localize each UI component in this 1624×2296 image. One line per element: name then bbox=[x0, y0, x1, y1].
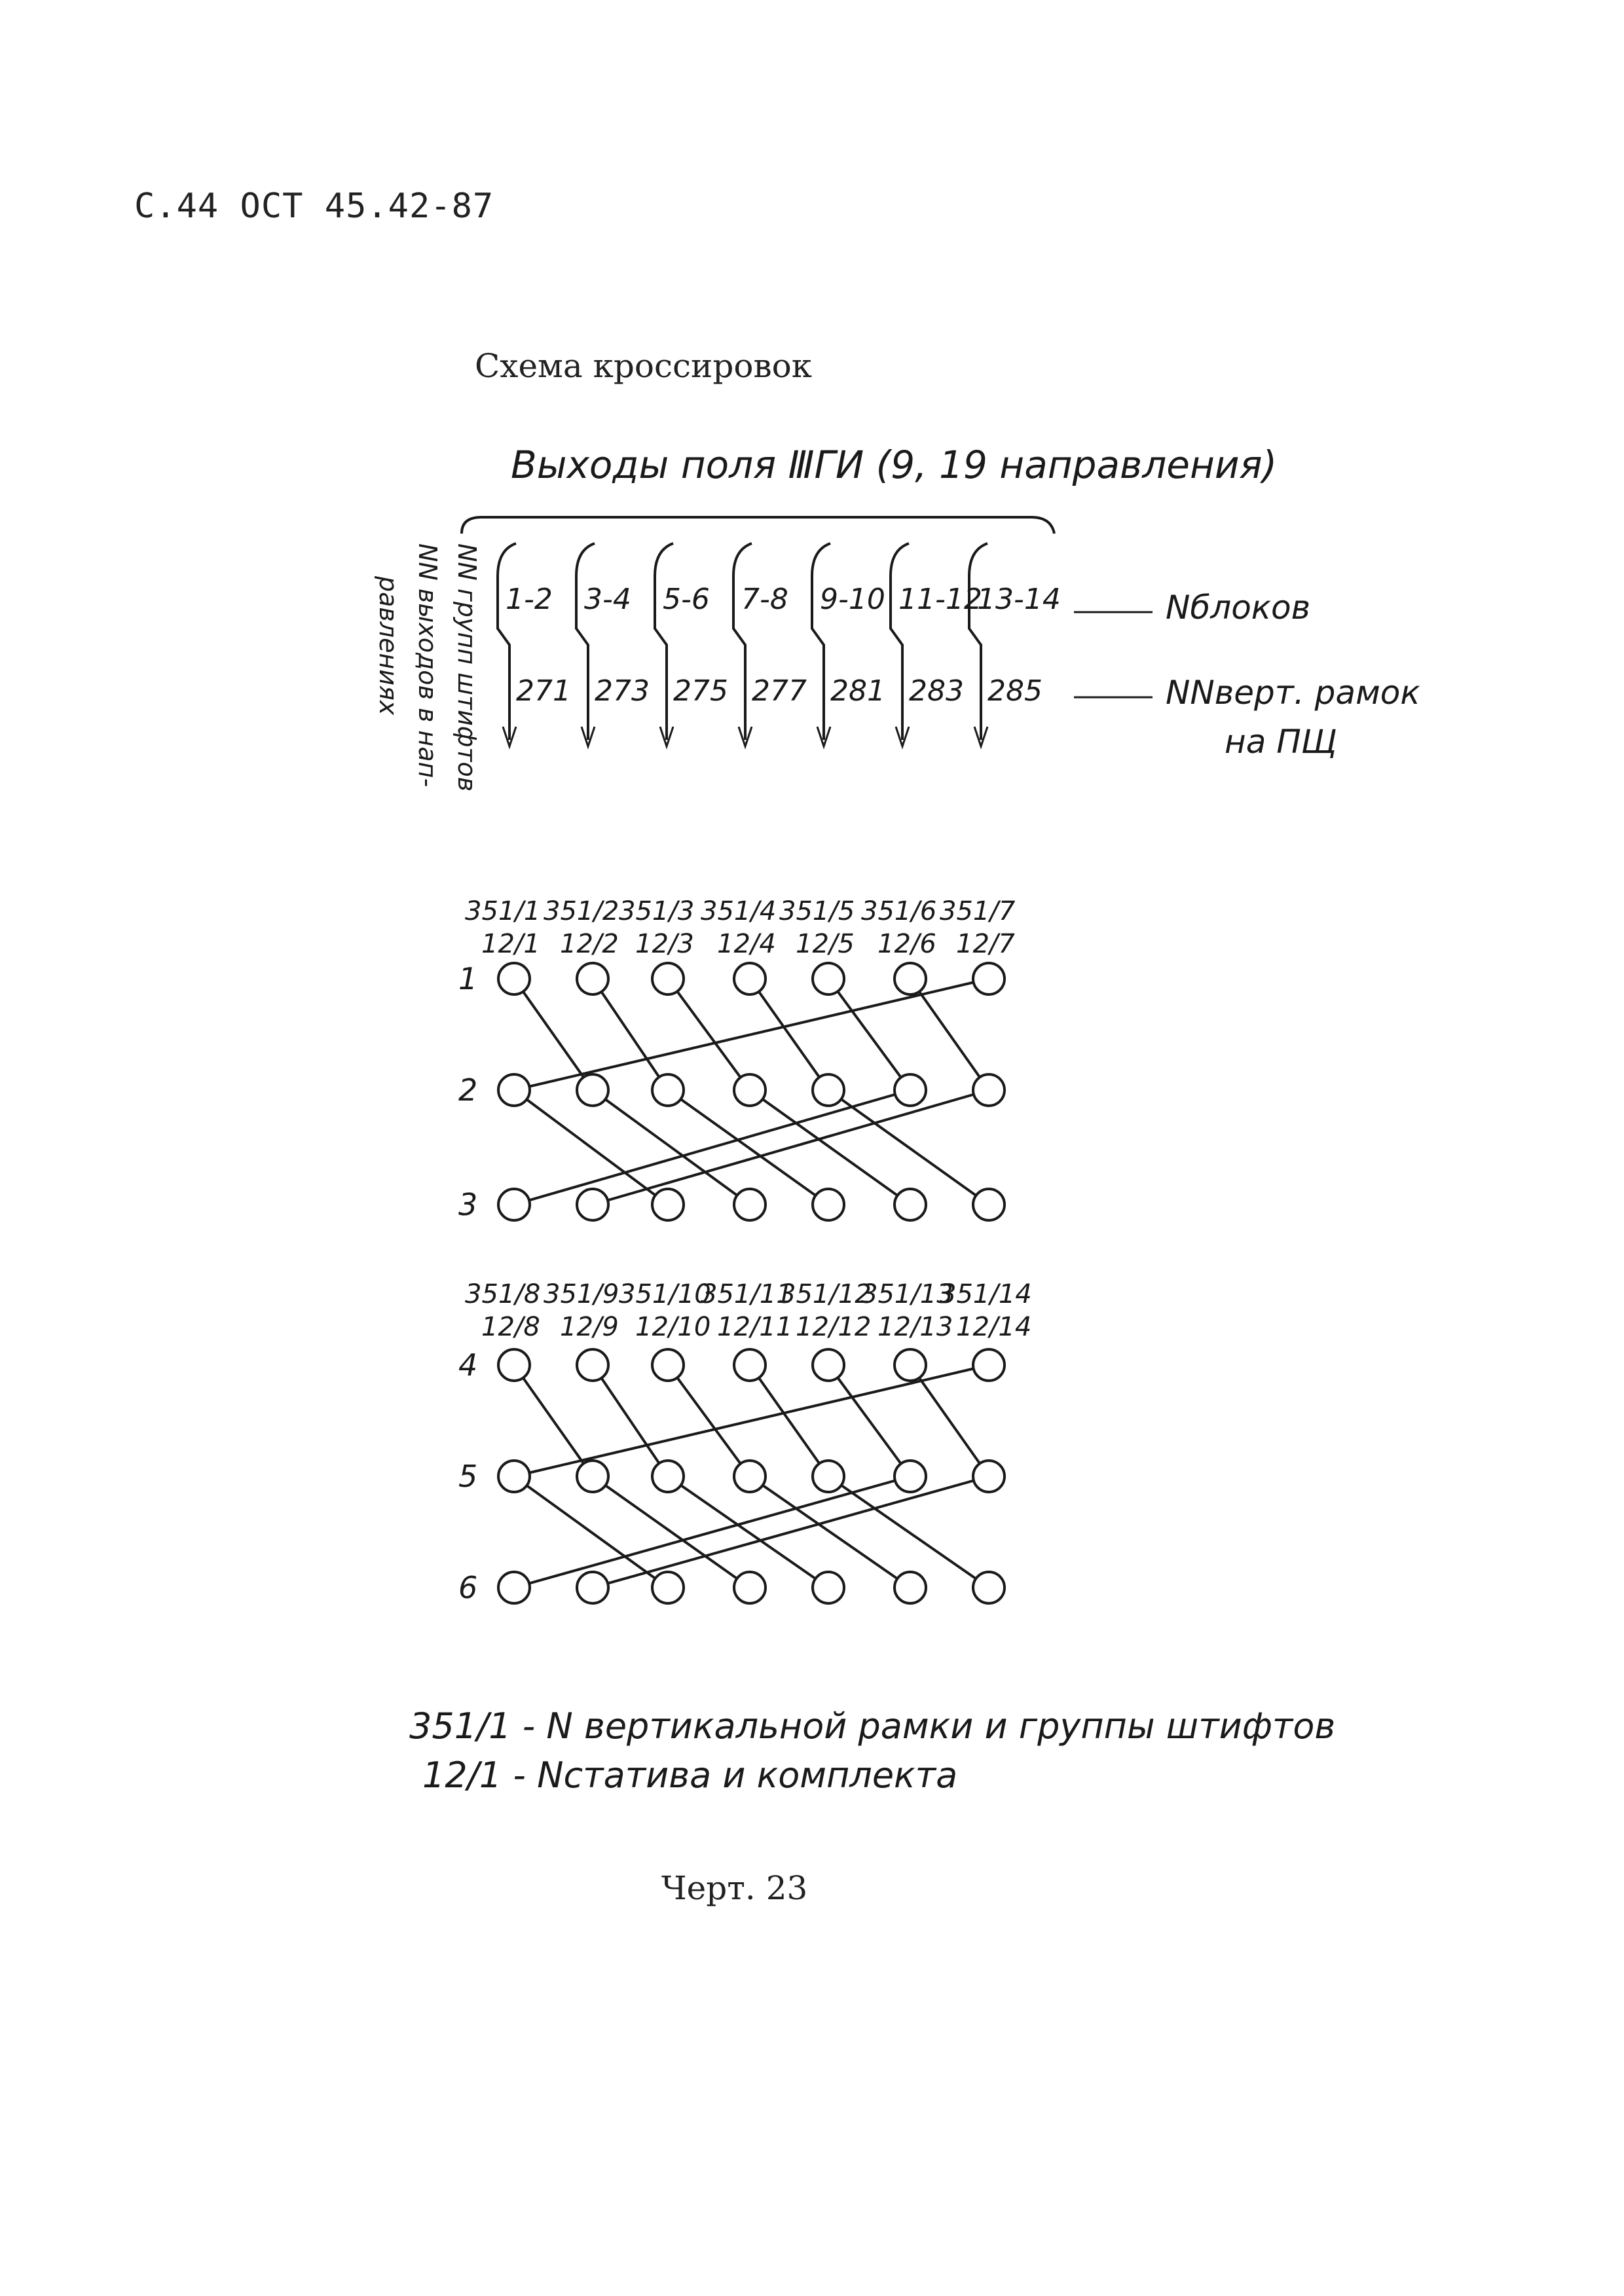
rack-set-label: 12/6 bbox=[877, 929, 936, 959]
frame-label: 283 bbox=[909, 674, 964, 708]
pin-node bbox=[577, 1461, 608, 1492]
cross-wire bbox=[750, 979, 828, 1090]
row-label: 1 bbox=[458, 961, 478, 996]
top-brace bbox=[462, 517, 1054, 534]
frame-group-label: 351/2 bbox=[544, 896, 619, 926]
rack-set-label: 12/8 bbox=[481, 1312, 540, 1342]
pin-node bbox=[498, 1074, 530, 1106]
pin-node bbox=[734, 1349, 766, 1381]
frame-group-label: 351/7 bbox=[940, 896, 1016, 926]
pin-node bbox=[973, 1074, 1005, 1106]
rack-set-label: 12/5 bbox=[796, 929, 855, 959]
frame-group-label: 351/12 bbox=[779, 1279, 872, 1309]
frame-group-label: 351/8 bbox=[465, 1279, 541, 1309]
frame-label: 275 bbox=[673, 674, 728, 708]
rack-set-label: 12/7 bbox=[956, 929, 1015, 959]
rack-set-label: 12/2 bbox=[560, 929, 619, 959]
frame-group-label: 351/1 bbox=[465, 896, 541, 926]
frame-group-label: 351/13 bbox=[861, 1279, 953, 1309]
pin-node bbox=[734, 1461, 766, 1492]
page-header: С.44 ОСТ 45.42-87 bbox=[134, 187, 494, 226]
pin-node bbox=[652, 1074, 684, 1106]
cross-wire bbox=[750, 1090, 910, 1205]
frame-label: 273 bbox=[595, 674, 650, 708]
row-label: 3 bbox=[458, 1187, 478, 1222]
pin-node bbox=[813, 1461, 844, 1492]
pin-node bbox=[813, 1572, 844, 1603]
diagram-title: Схема кроссировок bbox=[475, 347, 812, 385]
cross-wire bbox=[668, 979, 750, 1090]
rack-set-label: 12/13 bbox=[877, 1312, 953, 1342]
pin-node bbox=[577, 1349, 608, 1381]
blocks-note: Nблоков bbox=[1166, 589, 1311, 627]
row-label: 6 bbox=[458, 1570, 478, 1605]
pin-node bbox=[734, 1572, 766, 1603]
pin-node bbox=[813, 1074, 844, 1106]
block-bracket bbox=[969, 543, 987, 740]
blocks-area bbox=[498, 543, 1061, 746]
pin-group-1 bbox=[458, 896, 1016, 1222]
frame-group-label: 351/6 bbox=[861, 896, 937, 926]
pin-node bbox=[813, 1349, 844, 1381]
frames-note-1: NNверт. рамок bbox=[1166, 674, 1420, 712]
pin-group-2 bbox=[458, 1279, 1032, 1605]
pin-node bbox=[895, 1074, 926, 1106]
frame-group-label: 351/4 bbox=[701, 896, 777, 926]
pin-node bbox=[577, 1572, 608, 1603]
left-label-directions: равлениях bbox=[374, 576, 403, 716]
block-label: 13-14 bbox=[977, 583, 1061, 616]
pin-node bbox=[652, 1572, 684, 1603]
pin-node bbox=[813, 963, 844, 994]
cross-wire bbox=[514, 1090, 910, 1205]
pin-node bbox=[895, 1349, 926, 1381]
pin-node bbox=[895, 1572, 926, 1603]
block-bracket bbox=[891, 543, 909, 740]
cross-wire bbox=[668, 1365, 750, 1476]
rack-set-label: 12/9 bbox=[560, 1312, 619, 1342]
frame-group-label: 351/5 bbox=[779, 896, 855, 926]
pin-node bbox=[577, 963, 608, 994]
block-bracket bbox=[655, 543, 673, 740]
pin-node bbox=[652, 963, 684, 994]
pin-node bbox=[498, 1349, 530, 1381]
pin-node bbox=[498, 963, 530, 994]
cross-wire bbox=[668, 1090, 828, 1205]
pin-node bbox=[895, 1461, 926, 1492]
figure-caption: Черт. 23 bbox=[661, 1869, 808, 1907]
block-label: 3-4 bbox=[584, 583, 631, 616]
pin-node bbox=[577, 1189, 608, 1220]
frame-label: 271 bbox=[516, 674, 571, 708]
left-label-outputs: NN выходов в нап- bbox=[413, 543, 442, 788]
frame-label: 285 bbox=[987, 674, 1043, 708]
pin-node bbox=[973, 1349, 1005, 1381]
frames-note-2: на ПЩ bbox=[1225, 723, 1337, 761]
pin-node bbox=[734, 1189, 766, 1220]
pin-node bbox=[734, 1074, 766, 1106]
block-label: 5-6 bbox=[663, 583, 710, 616]
block-bracket bbox=[498, 543, 516, 740]
cross-wire bbox=[593, 1365, 668, 1476]
pin-node bbox=[577, 1074, 608, 1106]
frame-label: 277 bbox=[752, 674, 807, 708]
block-label: 1-2 bbox=[506, 583, 553, 616]
cross-wire bbox=[593, 1090, 989, 1205]
row-label: 5 bbox=[458, 1459, 478, 1494]
frame-group-label: 351/14 bbox=[940, 1279, 1032, 1309]
pin-node bbox=[652, 1349, 684, 1381]
rack-set-label: 12/3 bbox=[635, 929, 694, 959]
block-label: 9-10 bbox=[820, 583, 885, 616]
block-bracket bbox=[812, 543, 830, 740]
pin-node bbox=[973, 1461, 1005, 1492]
pin-node bbox=[973, 963, 1005, 994]
rack-set-label: 12/11 bbox=[717, 1312, 793, 1342]
block-bracket bbox=[733, 543, 752, 740]
row-label: 4 bbox=[458, 1347, 478, 1383]
cross-wire bbox=[514, 1476, 910, 1588]
frame-label: 281 bbox=[830, 674, 885, 708]
frame-group-label: 351/3 bbox=[619, 896, 695, 926]
legend-rack-set: 12/1 - Nстатива и комплекта bbox=[422, 1755, 958, 1796]
cross-wire bbox=[750, 1365, 828, 1476]
row-label: 2 bbox=[458, 1072, 478, 1108]
top-label: Выходы поля ⅢГИ (9, 19 направления) bbox=[511, 443, 1278, 487]
left-label-groups: NN групп штифтов bbox=[452, 543, 481, 792]
frame-group-label: 351/10 bbox=[619, 1279, 711, 1309]
cross-wire bbox=[828, 979, 910, 1090]
cross-wire bbox=[593, 1476, 989, 1588]
pin-node bbox=[652, 1189, 684, 1220]
pin-node bbox=[895, 963, 926, 994]
pin-node bbox=[498, 1572, 530, 1603]
rack-set-label: 12/10 bbox=[635, 1312, 711, 1342]
pin-node bbox=[973, 1572, 1005, 1603]
cross-wire bbox=[828, 1365, 910, 1476]
cross-wire bbox=[514, 1090, 668, 1205]
pin-node bbox=[895, 1189, 926, 1220]
pin-node bbox=[498, 1461, 530, 1492]
rack-set-label: 12/14 bbox=[956, 1312, 1032, 1342]
pin-node bbox=[652, 1461, 684, 1492]
block-label: 7-8 bbox=[741, 583, 788, 616]
cross-wire bbox=[593, 1090, 750, 1205]
cross-wire bbox=[593, 979, 668, 1090]
rack-set-label: 12/12 bbox=[796, 1312, 872, 1342]
block-bracket bbox=[576, 543, 595, 740]
legend-frame-group: 351/1 - N вертикальной рамки и группы штифтов bbox=[409, 1705, 1336, 1747]
pin-node bbox=[734, 963, 766, 994]
rack-set-label: 12/1 bbox=[481, 929, 540, 959]
pin-node bbox=[813, 1189, 844, 1220]
block-label: 11-12 bbox=[898, 583, 982, 616]
frame-group-label: 351/11 bbox=[701, 1279, 793, 1309]
frame-group-label: 351/9 bbox=[544, 1279, 619, 1309]
pin-node bbox=[498, 1189, 530, 1220]
rack-set-label: 12/4 bbox=[717, 929, 776, 959]
pin-node bbox=[973, 1189, 1005, 1220]
